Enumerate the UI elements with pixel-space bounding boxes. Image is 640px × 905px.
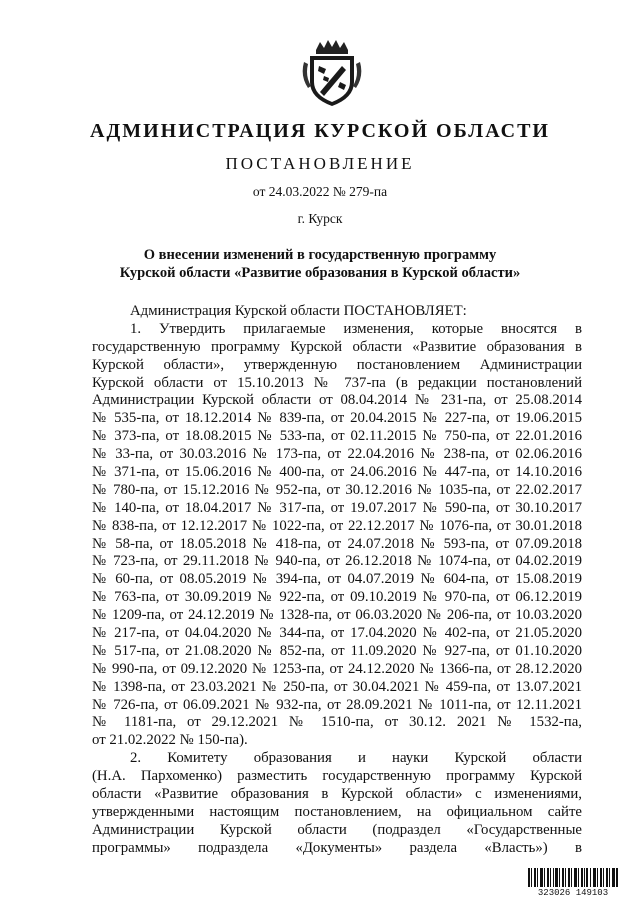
body-line: утвержденными настоящим постановлением, на официальном сайте	[92, 803, 582, 820]
body-line: № 763-па, от 30.09.2019 № 922-па, от 09.10.2019 № 970-па, от 06.12.2019	[92, 589, 582, 606]
organization-name: АДМИНИСТРАЦИЯ КУРСКОЙ ОБЛАСТИ	[90, 120, 550, 142]
body-line: № 535-па, от 18.12.2014 № 839-па, от 20.04.2015 № 227-па, от 19.06.2015	[92, 410, 582, 427]
body-line: Курской области», утвержденную постановлением Администрации	[92, 356, 582, 373]
body-line: № 726-па, от 06.09.2021 № 932-па, от 28.09.2021 № 1011-па, от 12.11.2021	[92, 696, 582, 713]
document-body	[92, 303, 582, 858]
body-line: № 780-па, от 15.12.2016 № 952-па, от 30.12.2016 № 1035-па, от 22.02.2017	[92, 481, 582, 498]
body-line: 2. Комитету образования и науки Курской области	[130, 750, 582, 767]
body-line: № 990-па, от 09.12.2020 № 1253-па, от 24.12.2020 № 1366-па, от 28.12.2020	[92, 660, 582, 677]
body-line: Администрации Курской области от 08.04.2014 № 231-па, от 25.08.2014	[92, 392, 582, 409]
body-line: № 140-па, от 18.04.2017 № 317-па, от 19.07.2017 № 590-па, от 30.10.2017	[92, 499, 582, 516]
body-line: от 21.02.2022 № 150-па).	[92, 732, 248, 749]
document-subject	[0, 246, 640, 282]
body-line: № 373-па, от 18.08.2015 № 533-па, от 02.11.2015 № 750-па, от 22.01.2016	[92, 428, 582, 445]
body-line: 1. Утвердить прилагаемые изменения, которые вносятся в	[130, 320, 582, 337]
subject-line: О внесении изменений в государственную программу	[143, 247, 497, 263]
body-line: Администрация Курской области ПОСТАНОВЛЯЕТ:	[130, 303, 467, 319]
body-line: № 723-па, от 29.11.2018 № 940-па, от 26.12.2018 № 1074-па, от 04.02.2019	[92, 553, 582, 570]
body-line: № 1398-па, от 23.03.2021 № 250-па, от 30.04.2021 № 459-па, от 13.07.2021	[92, 678, 582, 695]
barcode-number: 323026 149103	[530, 887, 616, 899]
document-date-number: от 24.03.2022 № 279-па	[252, 184, 388, 199]
coat-of-arms-icon	[302, 36, 362, 108]
body-line: № 1181-па, от 29.12.2021 № 1510-па, от 30.12. 2021 № 1532-па,	[92, 714, 582, 731]
body-line: № 838-па, от 12.12.2017 № 1022-па, от 22.12.2017 № 1076-па, от 30.01.2018	[92, 517, 582, 534]
subject-line: Курской области «Развитие образования в Курской области»	[119, 265, 521, 281]
body-line: области «Развитие образования в Курской области» с изменениями,	[92, 786, 582, 803]
body-line: № 371-па, от 15.06.2016 № 400-па, от 24.06.2016 № 447-па, от 14.10.2016	[92, 464, 582, 481]
document-city: г. Курск	[297, 211, 343, 226]
body-line: № 1209-па, от 24.12.2019 № 1328-па, от 06.03.2020 № 206-па, от 10.03.2020	[92, 607, 582, 624]
body-line: программы» подраздела «Документы» раздела «Власть») в	[92, 839, 582, 856]
body-line: Администрации Курской области (подраздел «Государственные	[92, 821, 582, 838]
body-line: № 217-па, от 04.04.2020 № 344-па, от 17.04.2020 № 402-па, от 21.05.2020	[92, 625, 582, 642]
body-line: № 33-па, от 30.03.2016 № 173-па, от 22.04.2016 № 238-па, от 02.06.2016	[92, 446, 582, 463]
body-line: № 58-па, от 18.05.2018 № 418-па, от 24.07.2018 № 593-па, от 07.09.2018	[92, 535, 582, 552]
body-line: № 517-па, от 21.08.2020 № 852-па, от 11.09.2020 № 927-па, от 01.10.2020	[92, 642, 582, 659]
body-line: № 60-па, от 08.05.2019 № 394-па, от 04.07.2019 № 604-па, от 15.08.2019	[92, 571, 582, 588]
body-line: Курской области от 15.10.2013 № 737-па (в редакции постановлений	[92, 374, 582, 391]
body-line: государственную программу Курской области «Развитие образования в	[92, 338, 582, 355]
body-line: (Н.А. Пархоменко) разместить государственную программу Курской	[92, 768, 582, 785]
document-type: ПОСТАНОВЛЕНИЕ	[225, 154, 415, 173]
